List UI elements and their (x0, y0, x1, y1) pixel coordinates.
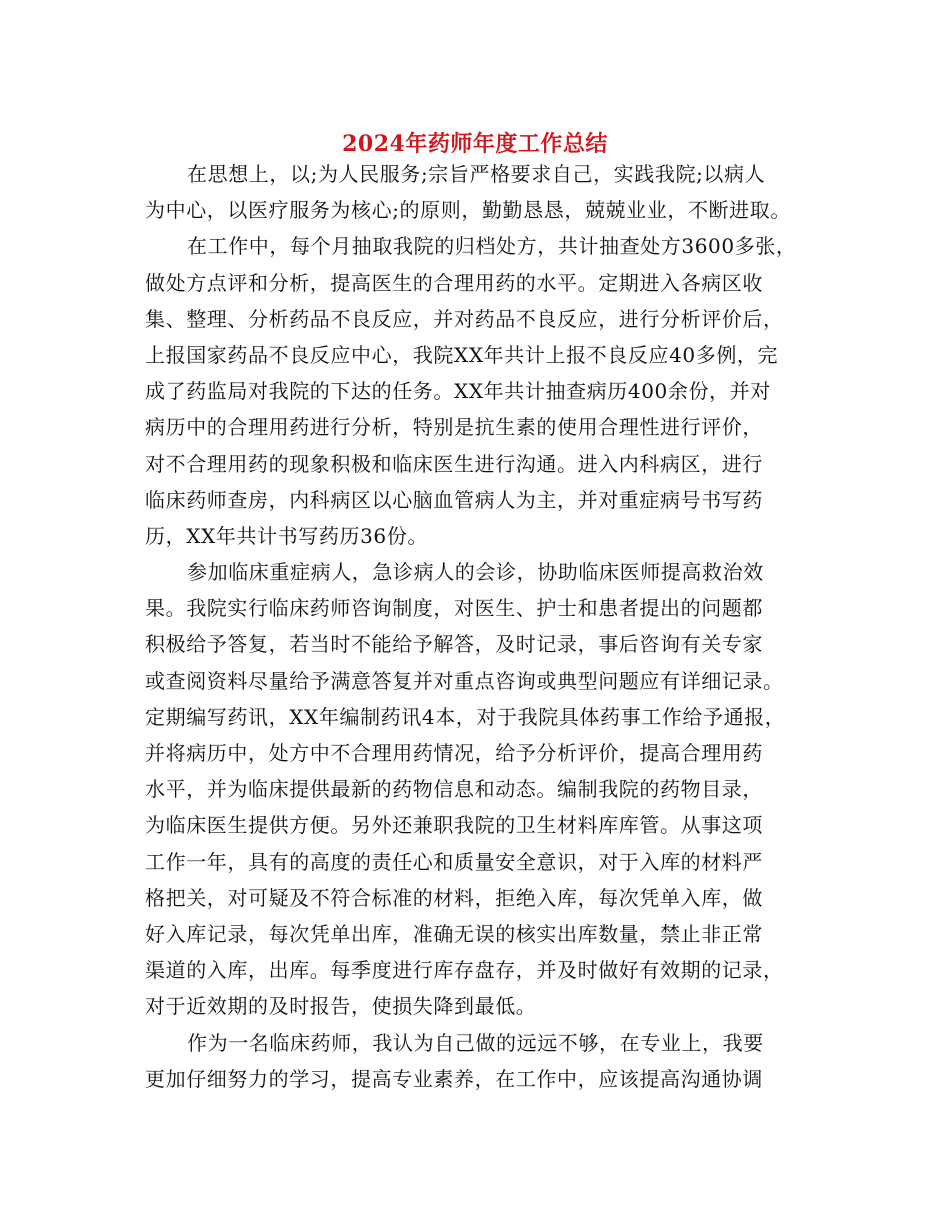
text-line: 作为一名临床药师，我认为自己做的远远不够，在专业上，我要 (187, 1030, 764, 1055)
text-line: 渠道的入库，出库。每季度进行库存盘存，并及时做好有效期的记录， (145, 958, 784, 983)
text-line: 为中心，以医疗服务为核心;的原则，勤勤恳恳，兢兢业业，不断进取。 (145, 198, 791, 223)
text-line: 水平，并为临床提供最新的药物信息和动态。编制我院的药物目录， (145, 777, 763, 802)
text-line: 果。我院实行临床药师咨询制度，对医生、护士和患者提出的问题都 (145, 596, 763, 621)
text-line: 在思想上，以;为人民服务;宗旨严格要求自己，实践我院;以病人 (187, 162, 766, 186)
text-line: 格把关，对可疑及不符合标准的材料，拒绝入库，每次凭单入库，做 (145, 885, 763, 910)
document-body (145, 156, 835, 1097)
paragraph-3 (145, 554, 835, 1024)
text-line: 工作一年，具有的高度的责任心和质量安全意识，对于入库的材料严 (145, 849, 763, 874)
text-line: 病历中的合理用药进行分析，特别是抗生素的使用合理性进行评价， (145, 415, 763, 440)
text-line: 做处方点评和分析，提高医生的合理用药的水平。定期进入各病区收 (145, 270, 763, 295)
text-line: 或查阅资料尽量给予满意答复并对重点咨询或典型问题应有详细记录。 (145, 668, 784, 693)
text-line: 对不合理用药的现象积极和临床医生进行沟通。进入内科病区，进行 (145, 451, 763, 476)
paragraph-2 (145, 228, 835, 554)
text-line: 在工作中，每个月抽取我院的归档处方，共计抽查处方3600多张， (187, 234, 797, 259)
paragraph-1 (145, 156, 835, 228)
document-title: 2024年药师年度工作总结 (342, 130, 608, 157)
text-line: 对于近效期的及时报告，使损失降到最低。 (145, 994, 537, 1019)
text-line: 积极给予答复，若当时不能给予解答，及时记录，事后咨询有关专家 (145, 632, 763, 657)
text-line: 临床药师查房，内科病区以心脑血管病人为主，并对重症病号书写药 (145, 487, 763, 512)
text-line: 定期编写药讯，XX年编制药讯4本，对于我院具体药事工作给予通报， (145, 704, 786, 729)
text-line: 好入库记录，每次凭单出库，准确无误的核实出库数量，禁止非正常 (145, 921, 763, 946)
text-line: 为临床医生提供方便。另外还兼职我院的卫生材料库库管。从事这项 (145, 813, 763, 838)
text-line: 集、整理、分析药品不良反应，并对药品不良反应，进行分析评价后， (145, 306, 784, 331)
text-line: 成了药监局对我院的下达的任务。XX年共计抽查病历400余份，并对 (145, 379, 771, 404)
text-line: 更加仔细努力的学习，提高专业素养，在工作中，应该提高沟通协调 (145, 1066, 763, 1091)
text-line: 参加临床重症病人，急诊病人的会诊，协助临床医师提高救治效 (187, 560, 764, 585)
text-line: 历，XX年共计书写药历36份。 (145, 523, 428, 548)
paragraph-4 (145, 1025, 835, 1097)
text-line: 并将病历中，处方中不合理用药情况，给予分析评价，提高合理用药 (145, 741, 763, 765)
text-line: 上报国家药品不良反应中心，我院XX年共计上报不良反应40多例，完 (145, 342, 779, 367)
